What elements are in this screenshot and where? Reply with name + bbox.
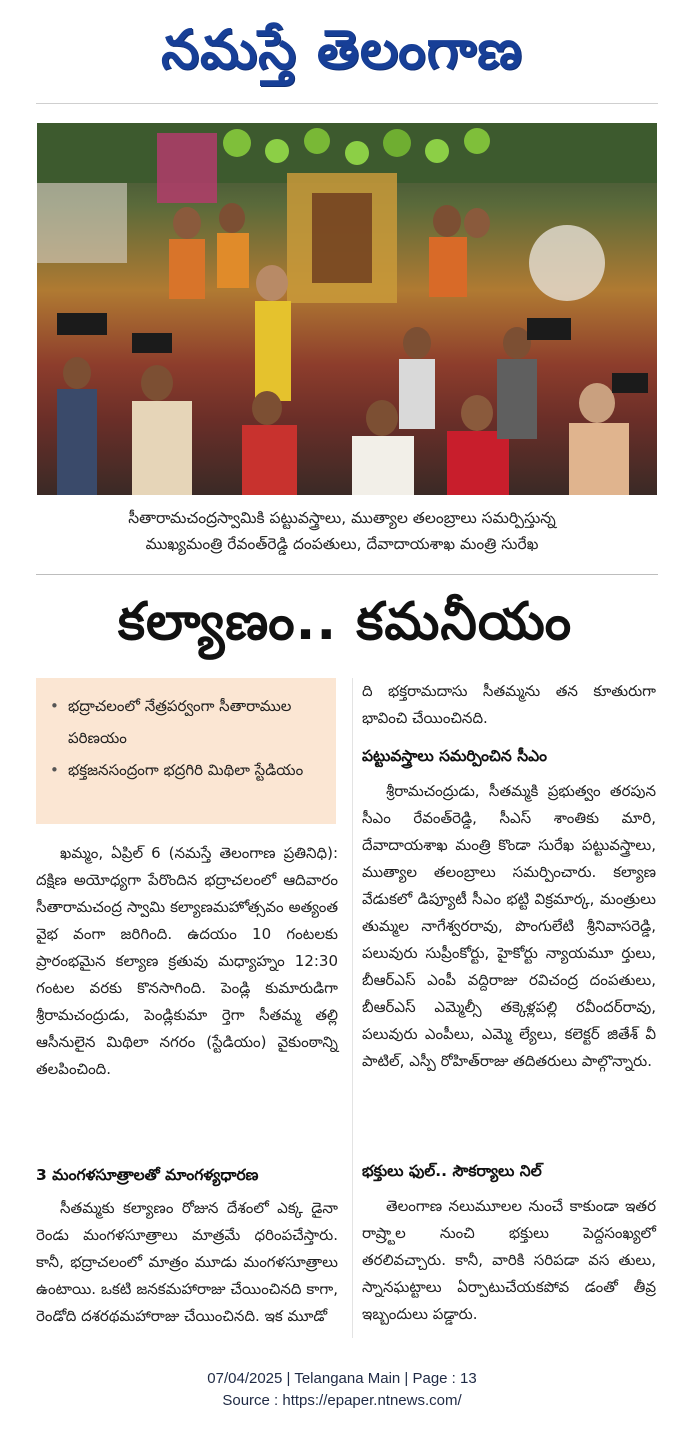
subhead-devotees: భక్తులు ఫుల్.. సౌకర్యాలు నిల్ bbox=[362, 1162, 542, 1180]
subhead-cm: పట్టువస్త్రాలు సమర్పించిన సీఎం bbox=[362, 747, 547, 765]
photo-illustration bbox=[37, 123, 657, 495]
headline: కల్యాణం.. కమనీయం bbox=[117, 592, 573, 652]
footer-source: Source : https://epaper.ntnews.com/ bbox=[222, 1392, 462, 1409]
devotees-paragraph: తెలంగాణ నలుమూలల నుంచే కాకుండా ఇతర రాష్ర్టాల నుంచి భక్తులు పెద్దసంఖ్యలో తరలివచ్చారు. కానీ, వారికి సరిపడా వస తులు, స్నానఘట్టాలు ఏర్పాటుచేయకపోవ డంతో తీవ్ర ఇబ్బందులు పడ్డారు. bbox=[362, 1197, 656, 1323]
caption-divider bbox=[36, 574, 658, 575]
masthead-divider bbox=[36, 103, 658, 104]
footer-date-page: 07/04/2025 | Telangana Main | Page : 13 bbox=[207, 1370, 477, 1387]
festival-photo bbox=[37, 123, 657, 495]
mangalasutra-paragraph: సీతమ్మకు కల్యాణం రోజున దేశంలో ఎక్క డైనా రెండు మంగళసూత్రాలు మాత్రమే ధరింపచేస్తారు. కానీ, భద్రాచలంలో మాత్రం మూడు మంగళసూత్రాలు ఉంటాయి. ఒకటి జనకమహారాజు చేయించినది కాగా, రెండోది దశరథమహారాజు చేయించినది. ఇక మూడో bbox=[36, 1199, 338, 1325]
footer bbox=[0, 1368, 684, 1412]
caption-line-1: సీతారామచంద్రస్వామికి పట్టువస్త్రాలు, ముత్యాల తలంబ్రాలు సమర్పిస్తున్న bbox=[128, 509, 556, 527]
masthead bbox=[0, 0, 684, 100]
highlight-item bbox=[50, 754, 326, 786]
highlights-box bbox=[36, 678, 336, 824]
highlight-item bbox=[50, 690, 326, 754]
caption-line-2: ముఖ్యమంత్రి రేవంత్‌రెడ్డి దంపతులు, దేవాదాయశాఖ మంత్రి సురేఖ bbox=[145, 535, 539, 553]
article-left-bottom bbox=[36, 1162, 338, 1330]
cm-paragraph: శ్రీరామచంద్రుడు, సీతమ్మకి ప్రభుత్వం తరపున సీఎం రేవంత్‌రెడ్డి, సీఎస్ శాంతికు మారి, దేవాదాయశాఖ మంత్రి కొండా సురేఖ పట్టువస్త్రాలు, ముత్యాల తలంబ్రాలు సమర్పించారు. కల్యాణ వేడుకలో డిప్యూటీ సీఎం భట్టి విక్రమార్క, మంత్రులు తుమ్మల నాగేశ్వరరావు, పొంగులేటి శ్రీనివాసరెడ్డి, పలువురు సుప్రీంకోర్టు, హైకోర్టు న్యాయమూ ర్తులు, బీఆర్‌ఎస్ ఎంపీ వద్దిరాజు రవిచంద్ర దంపతులు, బీఆర్‌ఎస్ ఎమ్మెల్సీ తక్కెళ్లపల్లి రవీందర్‌రావు, పలువురు ఎంపీలు, ఎమ్మె ల్యేలు, కలెక్టర్ జితేశ్ వీ పాటిల్, ఎస్పీ రోహిత్‌రాజు తదితరులు పాల్గొన్నారు. bbox=[362, 782, 656, 1070]
subhead-mangalasutra: 3 మంగళసూత్రాలతో మాంగళ్యధారణ bbox=[36, 1166, 259, 1184]
article-cm-section bbox=[362, 743, 656, 1075]
article-intro bbox=[36, 840, 338, 1083]
column-divider bbox=[352, 678, 353, 1338]
article-continuation bbox=[362, 678, 656, 732]
highlight-text: భక్తజనసంద్రంగా భద్రగిరి మిథిలా స్టేడియం bbox=[68, 761, 304, 779]
highlight-text: భద్రాచలంలో నేత్రపర్వంగా సీతారాముల పరిణయం bbox=[68, 697, 292, 747]
newspaper-logo: నమస్తే తెలంగాణ bbox=[161, 18, 523, 81]
photo-caption bbox=[36, 505, 648, 557]
bullet-icon: • bbox=[50, 697, 59, 715]
bullet-icon: • bbox=[50, 761, 59, 779]
intro-paragraph: ఖమ్మం, ఏప్రిల్ 6 (నమస్తే తెలంగాణ ప్రతినిధి): దక్షిణ అయోధ్యగా పేరొందిన భద్రాచలంలో ఆదివారం సీతారామచంద్ర స్వామి కల్యాణమహోత్సవం అత్యంత వైభ వంగా జరిగింది. ఉదయం 10 గంటలకు ప్రారంభమైన కల్యాణ క్రతువు మధ్యాహ్నం 12:30 గంటల వరకు కొనసాగింది. పెండ్లి కుమారుడిగా శ్రీరామచంద్రుడు, పెండ్లికుమా ర్తెగా సీతమ్మ తల్లి ఆసీనులైన మిథిలా నగరం (స్టేడియం) వైకుంఠాన్ని తలపించింది. bbox=[36, 844, 338, 1078]
article-devotees-section bbox=[362, 1158, 656, 1328]
continuation-paragraph: ది భక్తరామదాసు సీతమ్మను తన కూతురుగా భావించి చేయించినది. bbox=[362, 682, 656, 727]
